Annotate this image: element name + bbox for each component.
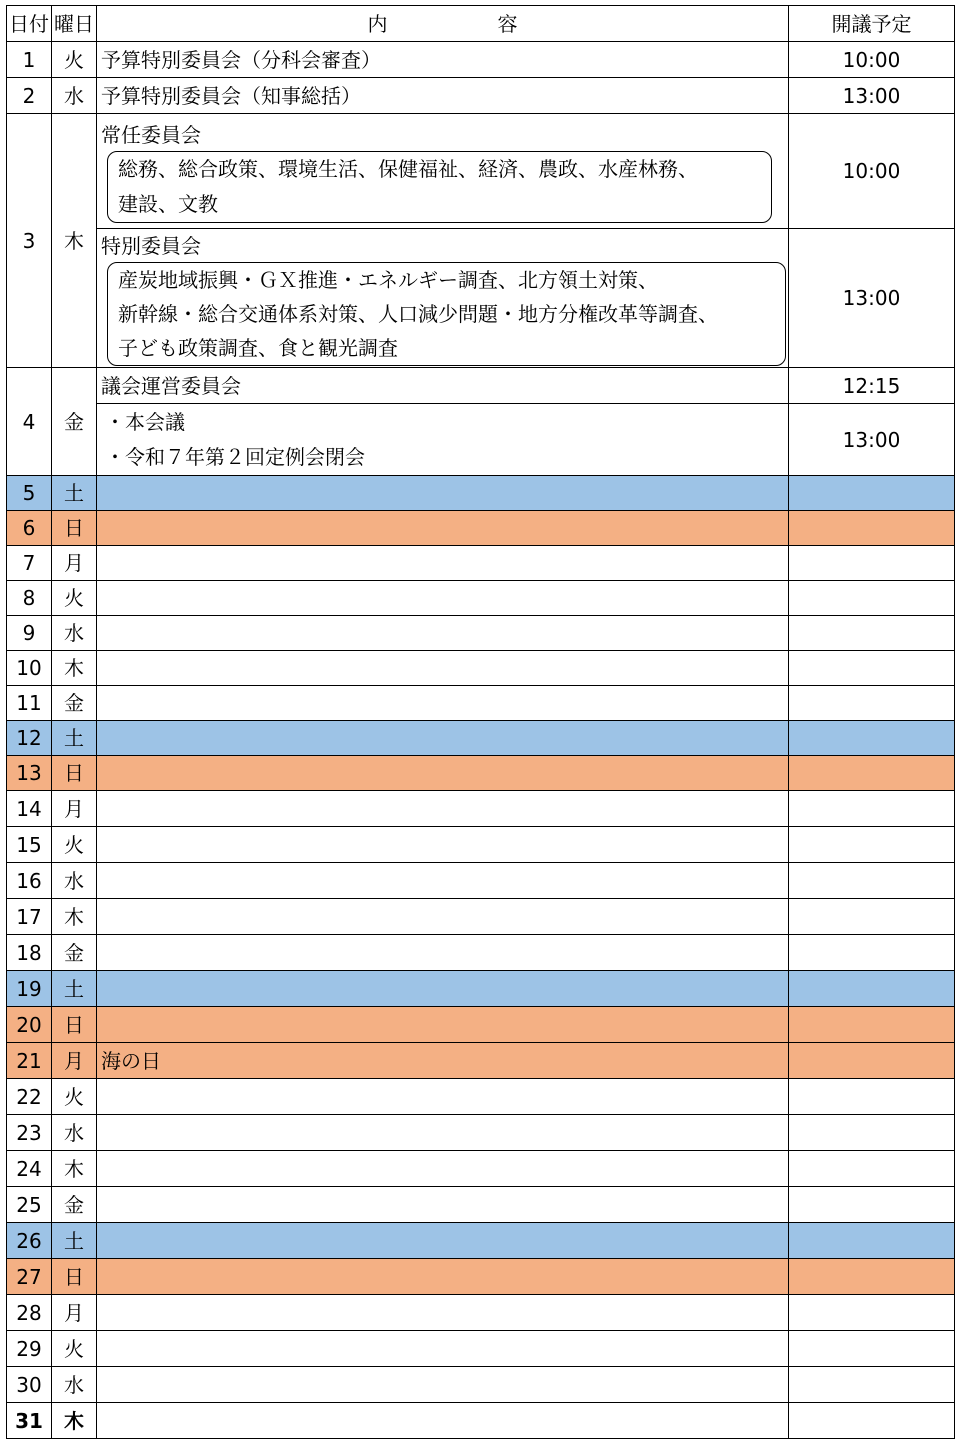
table-row [7,756,955,791]
row-weekday: 日 [52,756,97,791]
row-time: 13:00 [789,404,955,476]
header-content [97,6,789,42]
row-date: 15 [7,827,52,863]
table-row [7,1223,955,1259]
row-date: 27 [7,1259,52,1295]
row-content [97,791,789,827]
row-weekday: 火 [52,581,97,616]
row-time [789,1115,955,1151]
row-date: 11 [7,686,52,721]
row-date: 9 [7,616,52,651]
row-date: 12 [7,721,52,756]
header-row [7,6,955,42]
table-row [7,1007,955,1043]
table-row [7,546,955,581]
row-weekday: 月 [52,546,97,581]
row-time: 13:00 [789,78,955,114]
row-time [789,756,955,791]
row-content [97,686,789,721]
table-row [7,1295,955,1331]
row-date: 6 [7,511,52,546]
plenary-cell [97,404,789,476]
special-committee-cell [97,229,789,368]
row-weekday: 木 [52,1151,97,1187]
row-weekday: 土 [52,971,97,1007]
row-content [97,581,789,616]
row-weekday: 日 [52,1007,97,1043]
row-time [789,791,955,827]
row-weekday: 火 [52,1079,97,1115]
special-committee-line-3: 子ども政策調査、食と観光調査 [118,335,398,360]
row-content: 予算特別委員会（知事総括） [97,78,789,114]
header-time: 開議予定 [789,6,955,42]
table-row [7,511,955,546]
row-content [97,546,789,581]
row-date: 3 [7,114,52,368]
row-time [789,1151,955,1187]
header-weekday: 曜日 [52,6,97,42]
row-date: 18 [7,935,52,971]
row-weekday: 火 [52,1331,97,1367]
header-date: 日付 [7,6,52,42]
row-time [789,1007,955,1043]
row-content [97,476,789,511]
row-time [789,581,955,616]
row-time [789,863,955,899]
row-weekday: 木 [52,899,97,935]
special-committee-line-1: 産炭地域振興・ＧＸ推進・エネルギー調査、北方領土対策、 [118,267,658,292]
standing-committee-list [107,151,772,223]
row-content [97,1187,789,1223]
row-weekday: 月 [52,1043,97,1079]
standing-committee-title: 常任委員会 [101,122,201,147]
row-time [789,971,955,1007]
row-date: 22 [7,1079,52,1115]
table-row [7,971,955,1007]
row-time [789,1223,955,1259]
row-date: 19 [7,971,52,1007]
row-date: 31 [7,1403,52,1439]
table-row [7,368,955,404]
row-time [789,651,955,686]
row-date: 4 [7,368,52,476]
row-content [97,756,789,791]
row-weekday: 水 [52,78,97,114]
row-content [97,1367,789,1403]
row-time [789,1403,955,1439]
schedule-table-wrapper [6,5,955,1439]
row-time [789,1295,955,1331]
row-weekday: 木 [52,1403,97,1439]
table-row [7,1043,955,1079]
plenary-line-1: ・本会議 [105,409,185,434]
row-time [789,1079,955,1115]
row-content [97,1403,789,1439]
row-content [97,899,789,935]
row-content [97,1115,789,1151]
row-content [97,651,789,686]
row-weekday: 月 [52,791,97,827]
row-weekday: 木 [52,651,97,686]
row-time [789,1259,955,1295]
row-time [789,511,955,546]
row-weekday: 水 [52,616,97,651]
table-row [7,863,955,899]
row-weekday: 木 [52,114,97,368]
row-weekday: 金 [52,1187,97,1223]
table-row [7,114,955,229]
row-time [789,616,955,651]
row-date: 20 [7,1007,52,1043]
table-row [7,721,955,756]
row-date: 1 [7,42,52,78]
plenary-line-2: ・令和７年第２回定例会閉会 [105,444,365,469]
table-row [7,581,955,616]
row-date: 21 [7,1043,52,1079]
row-time [789,686,955,721]
row-content [97,863,789,899]
row-date: 26 [7,1223,52,1259]
table-row [7,899,955,935]
standing-committee-cell [97,114,789,229]
special-committee-list [107,262,786,366]
row-content [97,1223,789,1259]
table-row [7,686,955,721]
row-time [789,546,955,581]
row-content [97,1259,789,1295]
table-row [7,78,955,114]
row-date: 28 [7,1295,52,1331]
row-date: 8 [7,581,52,616]
table-row [7,935,955,971]
table-row [7,616,955,651]
row-time: 12:15 [789,368,955,404]
row-content [97,827,789,863]
row-content [97,1331,789,1367]
standing-committee-line-1: 総務、総合政策、環境生活、保健福祉、経済、農政、水産林務、 [118,156,698,181]
row-weekday: 土 [52,1223,97,1259]
table-row [7,791,955,827]
row-time: 10:00 [789,42,955,78]
row-content: 海の日 [97,1043,789,1079]
row-date: 17 [7,899,52,935]
table-row [7,404,955,476]
row-time: 13:00 [789,229,955,368]
row-weekday: 土 [52,476,97,511]
row-time: 10:00 [789,114,955,229]
row-date: 5 [7,476,52,511]
row-content [97,1079,789,1115]
table-row [7,827,955,863]
table-row [7,1079,955,1115]
row-weekday: 日 [52,1259,97,1295]
row-time [789,1367,955,1403]
table-row [7,1151,955,1187]
row-content [97,1295,789,1331]
header-content-a: 内 [367,11,388,36]
row-content [97,616,789,651]
row-time [789,476,955,511]
row-weekday: 火 [52,42,97,78]
header-content-b: 容 [497,11,518,36]
steering-committee-title: 議会運営委員会 [97,368,789,404]
table-row [7,1403,955,1439]
row-weekday: 金 [52,368,97,476]
row-time [789,899,955,935]
row-time [789,1187,955,1223]
row-weekday: 火 [52,827,97,863]
schedule-table [6,5,955,1439]
row-weekday: 水 [52,863,97,899]
row-weekday: 月 [52,1295,97,1331]
table-row [7,1331,955,1367]
row-date: 16 [7,863,52,899]
table-row [7,1115,955,1151]
table-row [7,42,955,78]
row-weekday: 金 [52,935,97,971]
row-time [789,935,955,971]
row-date: 25 [7,1187,52,1223]
row-content [97,721,789,756]
row-weekday: 土 [52,721,97,756]
row-date: 13 [7,756,52,791]
table-row [7,1259,955,1295]
table-row [7,651,955,686]
table-row [7,476,955,511]
row-content: 予算特別委員会（分科会審査） [97,42,789,78]
row-date: 14 [7,791,52,827]
table-row [7,1367,955,1403]
row-time [789,827,955,863]
row-date: 24 [7,1151,52,1187]
row-weekday: 水 [52,1367,97,1403]
row-time [789,1331,955,1367]
special-committee-line-2: 新幹線・総合交通体系対策、人口減少問題・地方分権改革等調査、 [118,301,718,326]
special-committee-title: 特別委員会 [101,233,201,258]
row-content [97,935,789,971]
row-content [97,511,789,546]
row-content [97,1007,789,1043]
row-time [789,721,955,756]
row-weekday: 金 [52,686,97,721]
row-date: 2 [7,78,52,114]
row-date: 7 [7,546,52,581]
row-date: 10 [7,651,52,686]
row-date: 23 [7,1115,52,1151]
row-time [789,1043,955,1079]
table-row [7,1187,955,1223]
row-date: 30 [7,1367,52,1403]
row-weekday: 日 [52,511,97,546]
row-content [97,1151,789,1187]
row-date: 29 [7,1331,52,1367]
standing-committee-line-2: 建設、文教 [118,191,218,216]
row-content [97,971,789,1007]
table-row [7,229,955,368]
row-weekday: 水 [52,1115,97,1151]
